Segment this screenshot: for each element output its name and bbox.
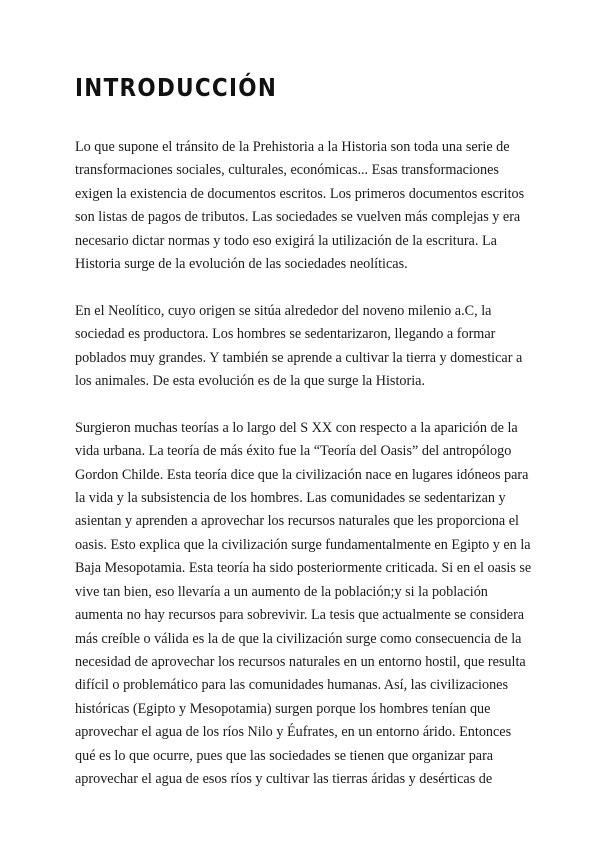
text-line: Gordon Childe. Esta teoría dice que la civilización nace en lugares idóneos para [75,466,529,483]
text-line: Surgieron muchas teorías a lo largo del S XX con respecto a la aparición de la [75,419,518,436]
text-line: son listas de pagos de tributos. Las sociedades se vuelven más complejas y era [75,209,521,226]
text-line: aprovechar el agua de los ríos Nilo y Éufrates, en un entorno árido. Entonces [75,724,512,741]
document-body [75,136,530,815]
paragraph-3 [75,417,530,792]
text-line: los animales. De esta evolución es de la que surge la Historia. [75,373,425,390]
text-line: Baja Mesopotamia. Esta teoría ha sido posteriormente criticada. Si en el oasis se [75,560,532,577]
paragraph-1 [75,136,530,276]
page-title: INTRODUCCIÓN [75,73,278,102]
text-line: aprovechar el agua de esos ríos y cultivar las tierras áridas y desérticas de [75,770,493,787]
text-line: sociedad es productora. Los hombres se sedentarizaron, llegando a formar [75,326,496,343]
text-line: asientan y aprenden a aprovechar los recursos naturales que les proporciona el [75,513,519,530]
text-line: más creíble o válida es la de que la civilización surge como consecuencia de la [75,630,522,647]
text-line: necesario dictar normas y todo eso exigirá la utilización de la escritura. La [75,232,497,249]
text-line: poblados muy grandes. Y también se aprende a cultivar la tierra y domesticar a [75,349,523,366]
text-line: vida urbana. La teoría de más éxito fue la “Teoría del Oasis” del antropólogo [75,443,512,460]
text-line: Historia surge de la evolución de las sociedades neolíticas. [75,256,408,273]
text-line: En el Neolítico, cuyo origen se sitúa alrededor del noveno milenio a.C, la [75,302,492,319]
text-line: vive tan bien, eso llevaría a un aumento de la población;y si la población [75,583,488,600]
text-line: exigen la existencia de documentos escritos. Los primeros documentos escritos [75,185,525,202]
text-line: Lo que supone el tránsito de la Prehistoria a la Historia son toda una serie de [75,139,510,155]
paragraph-2 [75,300,530,394]
text-line: aumenta no hay recursos para sobrevivir. La tesis que actualmente se considera [75,607,525,624]
text-line: la vida y la subsistencia de los hombres. Las comunidades se sedentarizan y [75,490,506,507]
text-line: necesidad de aprovechar los recursos naturales en un entorno hostil, que resulta [75,653,526,670]
text-line: históricas (Egipto y Mesopotamia) surgen porque los hombres tenían que [75,700,491,717]
text-line: difícil o problemático para las comunidades humanas. Así, las civilizaciones [75,677,508,694]
text-line: oasis. Esto explica que la civilización surge fundamentalmente en Egipto y en la [75,536,531,553]
text-line: transformaciones sociales, culturales, económicas... Esas transformaciones [75,162,499,179]
text-line: qué es lo que ocurre, pues que las sociedades se tienen que organizar para [75,747,494,764]
